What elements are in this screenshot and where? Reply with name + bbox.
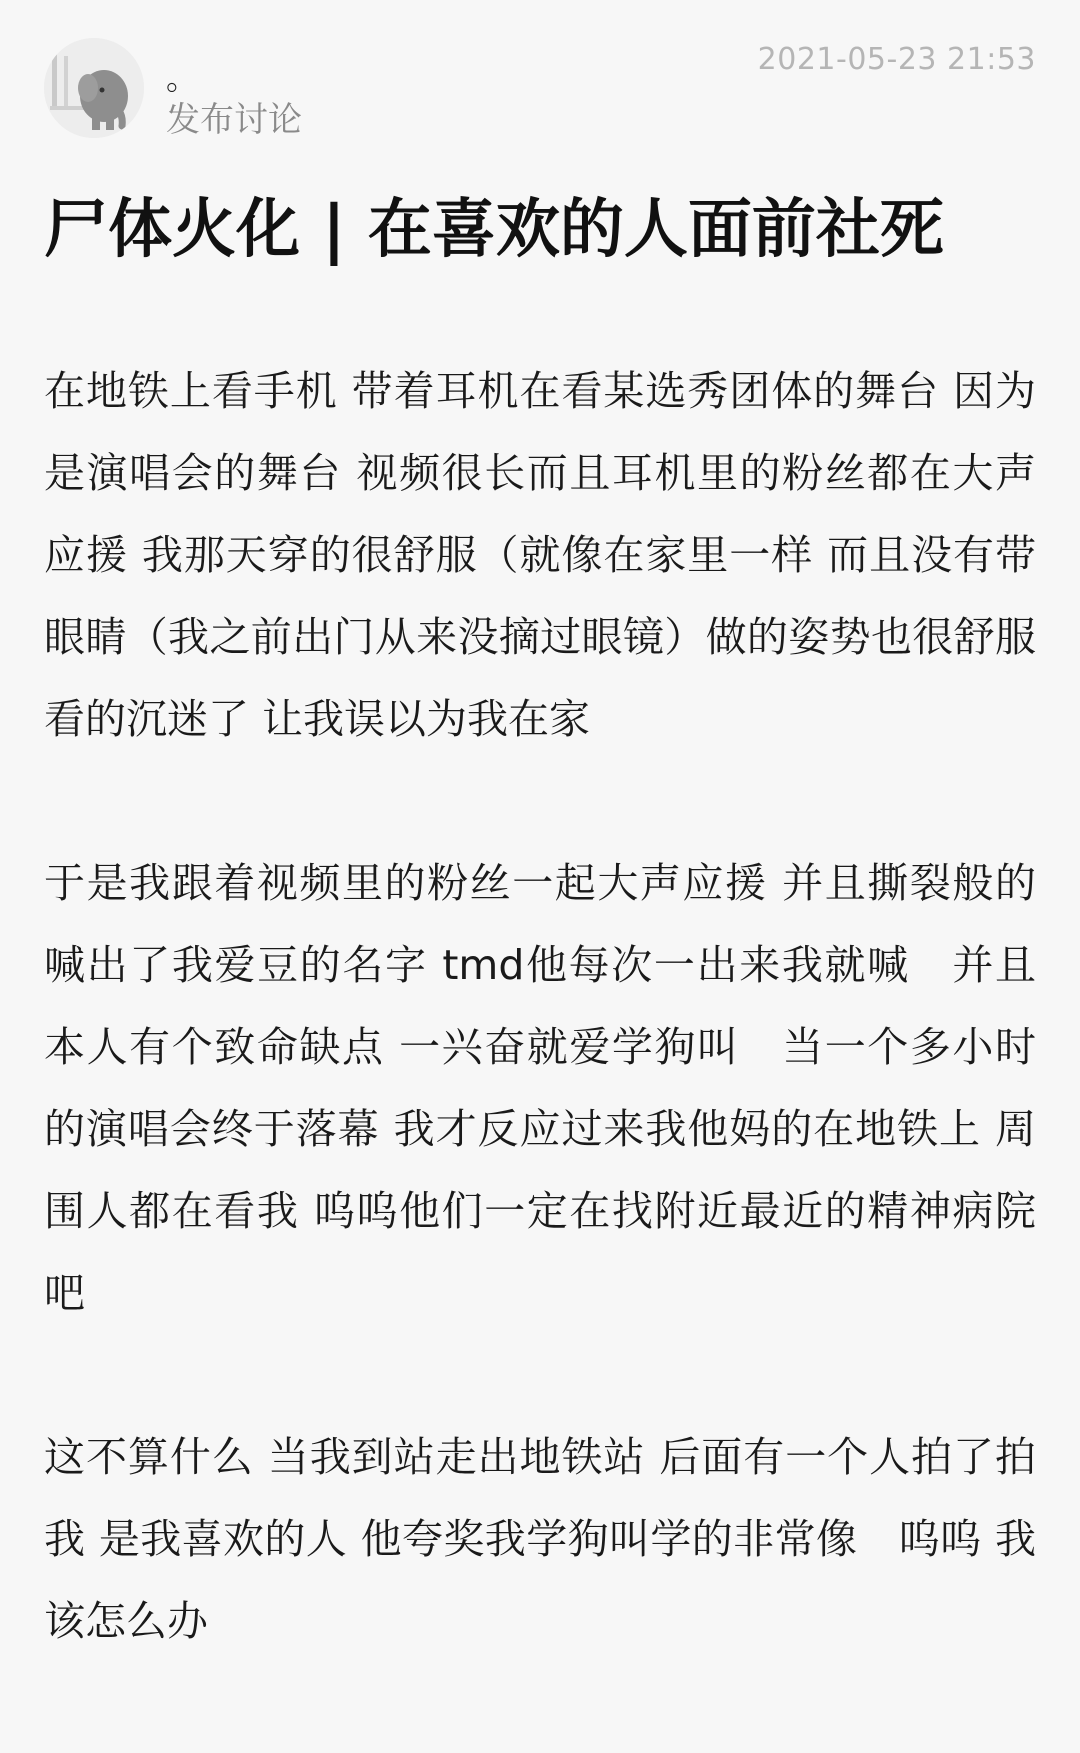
post-paragraph: 这不算什么 当我到站走出地铁站 后面有一个人拍了拍我 是我喜欢的人 他夸奖我学狗叫学的非常像 呜呜 我该怎么办 bbox=[44, 1433, 1036, 1645]
avatar[interactable] bbox=[44, 38, 144, 138]
post-header bbox=[44, 38, 1036, 148]
username[interactable]: 。 bbox=[166, 59, 199, 97]
post-title: 尸体火化 | 在喜欢的人面前社死 bbox=[44, 193, 944, 267]
post-action-label: 发布讨论 bbox=[166, 100, 302, 140]
post-paragraph: 在地铁上看手机 带着耳机在看某选秀团体的舞台 因为是演唱会的舞台 视频很长而且耳机里的粉丝都在大声应援 我那天穿的很舒服（就像在家里一样 而且没有带眼睛（我之前出门从来没摘过眼镜）做的姿势也很舒服 看的沉迷了 让我误以为我在家 bbox=[44, 367, 1036, 743]
post-timestamp: 2021-05-23 21:53 bbox=[757, 42, 1036, 77]
elephant-avatar-icon bbox=[44, 38, 144, 138]
post-paragraph: 于是我跟着视频里的粉丝一起大声应援 并且撕裂般的喊出了我爱豆的名字 tmd他每次一出来我就喊 并且 本人有个致命缺点 一兴奋就爱学狗叫 当一个多小时的演唱会终于落幕 我才反应过来我他妈的在地铁上 周围人都在看我 呜呜他们一定在找附近最近的精神病院吧 bbox=[44, 859, 1036, 1317]
post-body bbox=[44, 350, 1036, 1662]
